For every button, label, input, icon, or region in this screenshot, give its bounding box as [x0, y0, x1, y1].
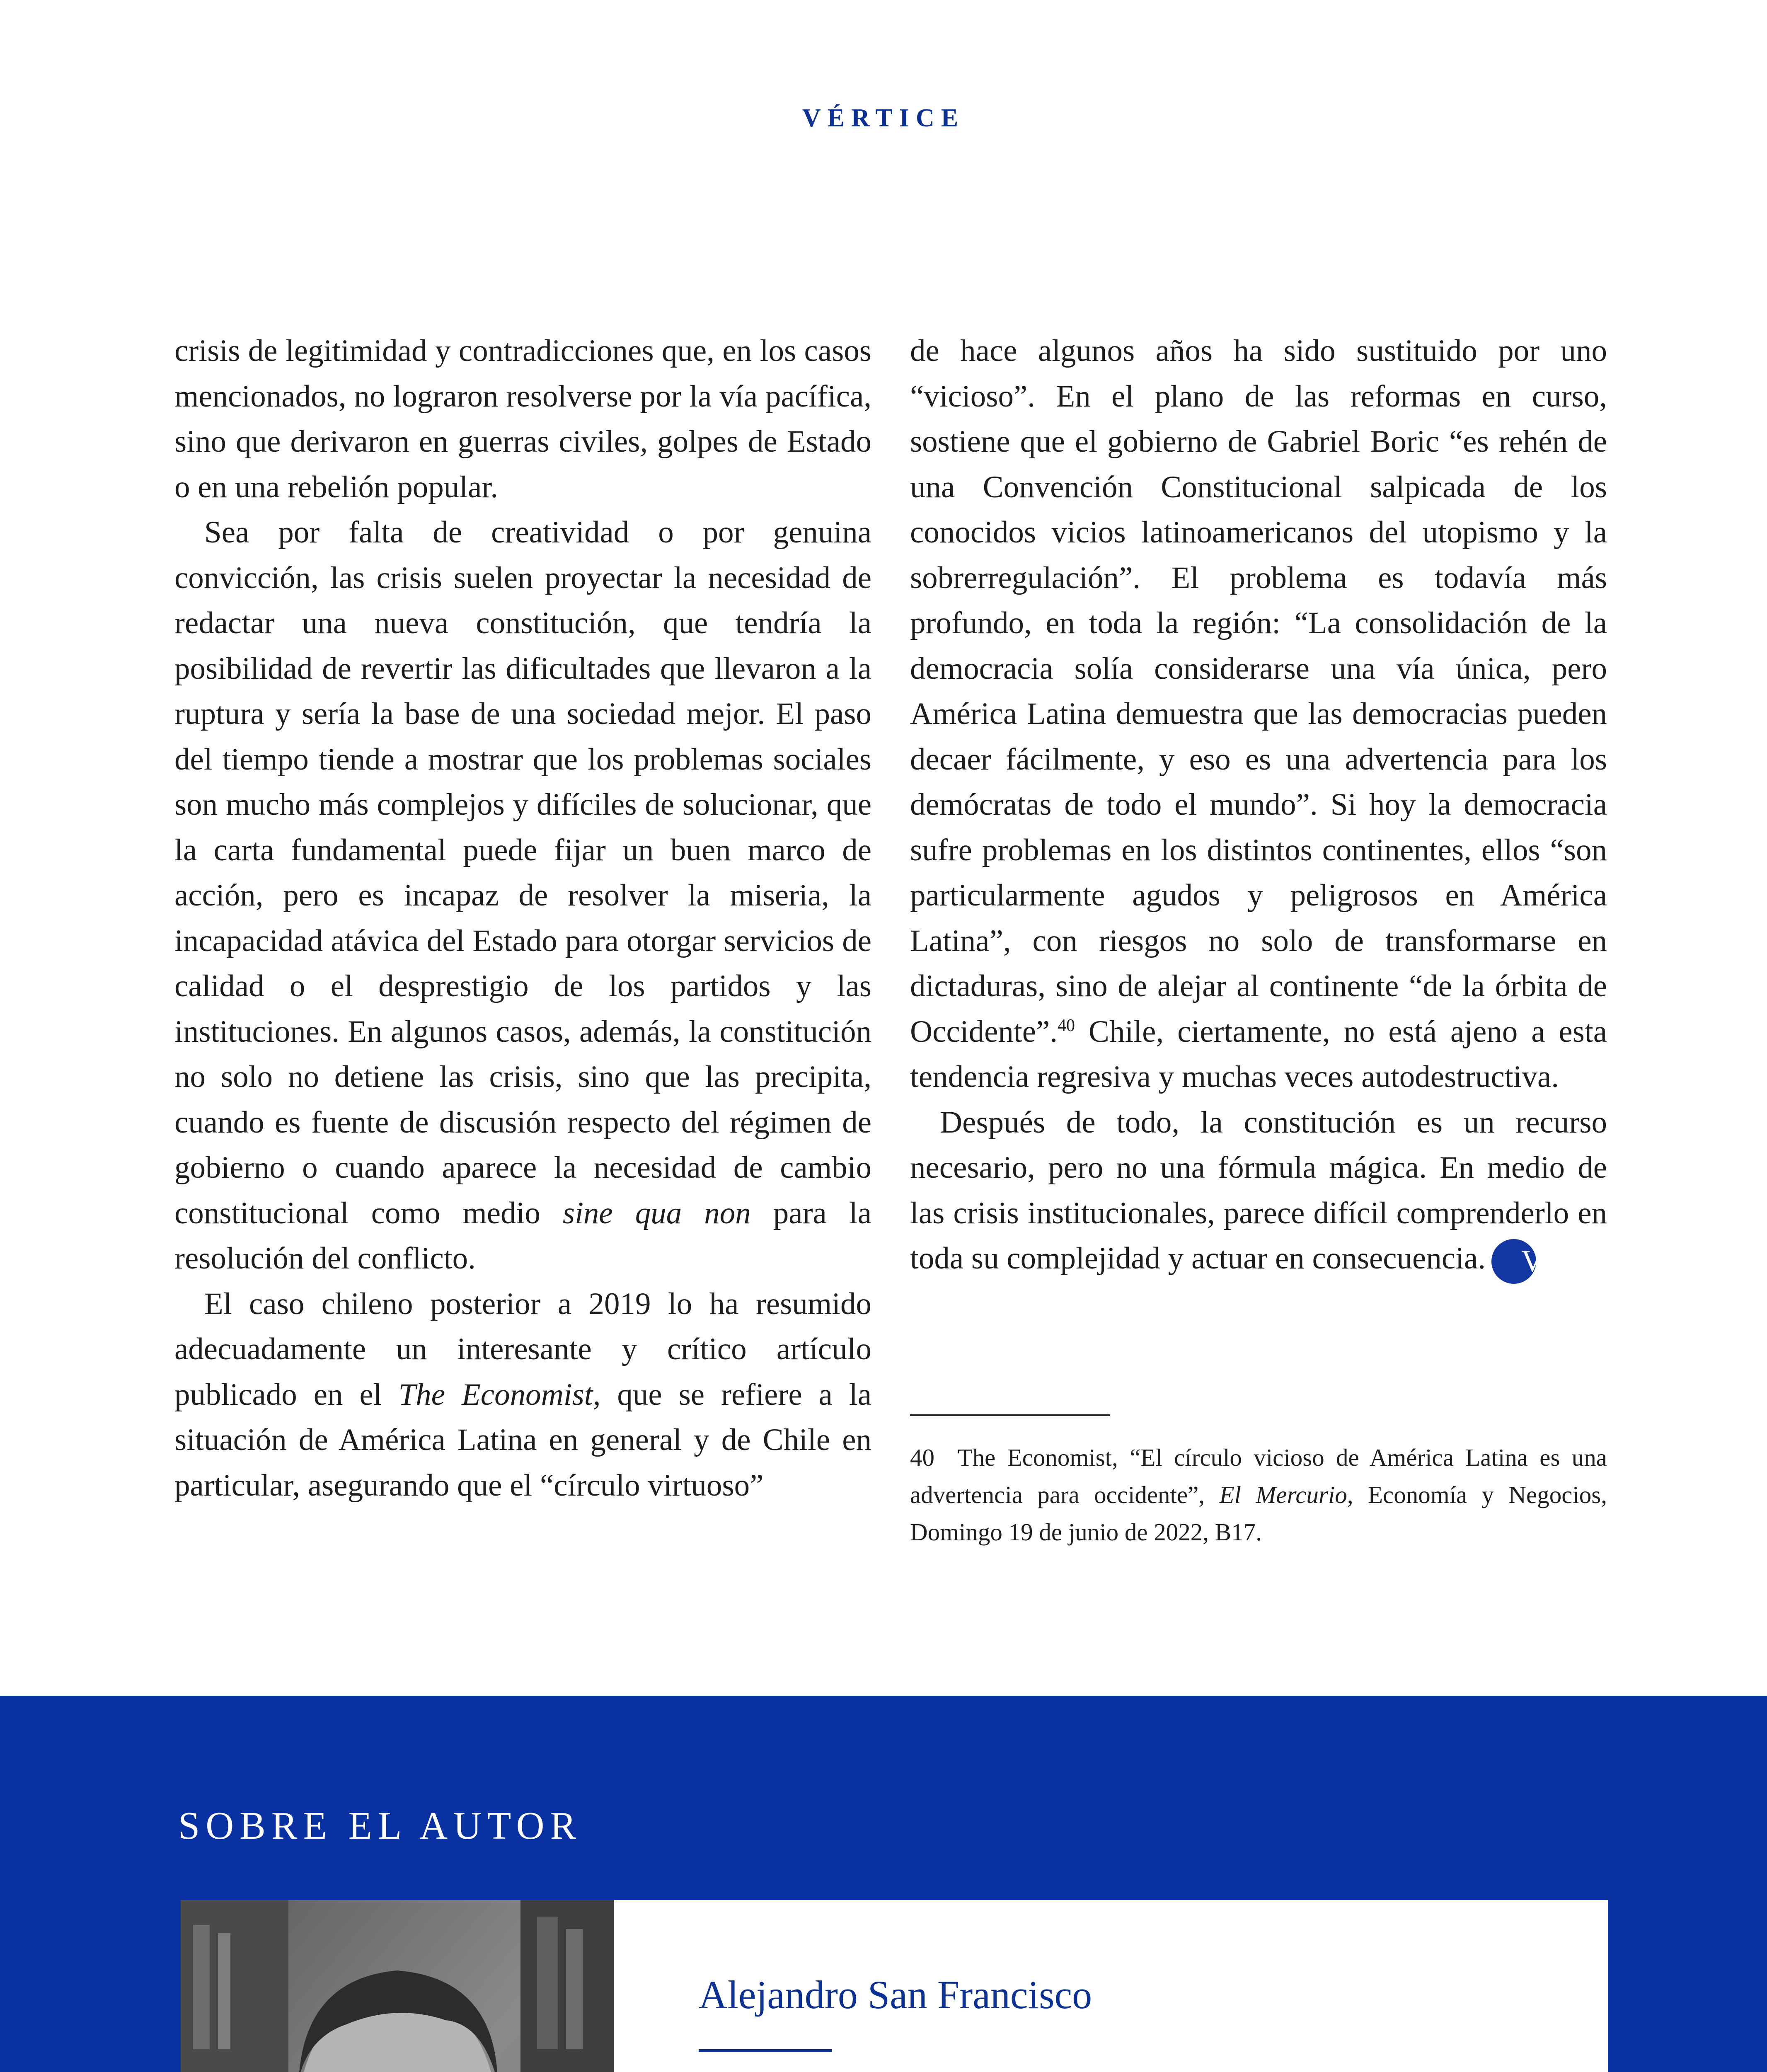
footnote-text: , Economía y Negocios, Domingo 19 de junio de 2022, B17. [910, 1481, 1607, 1546]
paragraph-text: Después de todo, la constitución es un recurso necesario, pero no una fórmula mágica. En medio de las crisis institucionales, parece difícil comprenderlo en toda su complejidad y actuar en consecuencia. [910, 1105, 1607, 1276]
paragraph-text: para la resolución del conflicto. [174, 1196, 871, 1276]
paragraph [174, 1281, 871, 1508]
body-column-right [910, 328, 1607, 1580]
paragraph [910, 328, 1607, 1100]
footnote [910, 1439, 1607, 1551]
paragraph: crisis de legitimidad y contradicciones que, en los casos mencionados, no lograron resolverse por la vía pacífica, sino que derivaron en guerras civiles, golpes de Estado o en una rebelión popular. [174, 334, 871, 504]
paragraph-text: de hace algunos años ha sido sustituido por uno “vicioso”. En el plano de las reformas en curso, sostiene que el gobierno de Gabriel Boric “es rehén de una Convención Constitucional salpicada de los conocidos vicios latinoamericanos del utopismo y la sobrerregulación”. El problema es todavía más profundo, en toda la región: “La consolidación de la democracia solía considerarse una vía única, pero América Latina demuestra que las democracias pueden decaer fácilmente, y eso es una advertencia para los demócratas de todo el mundo”. Si hoy la democracia sufre problemas en los distintos continentes, ellos “son particularmente agudos y peligrosos en América Latina”, con riesgos no solo de transformarse en dictaduras, sino de alejar al continente “de la órbita de Occidente”. [910, 334, 1607, 1049]
paragraph-text: El caso chileno posterior a 2019 lo ha resumido adecuadamente un interesante y crítico artículo publicado en el [174, 1286, 871, 1412]
author-section-title: SOBRE EL AUTOR [178, 1804, 582, 1847]
footnote-divider [910, 1414, 1110, 1416]
paragraph [910, 1100, 1607, 1284]
paragraph [174, 510, 871, 1281]
footnote-text: The Economist, “El círculo vicioso de América Latina es una advertencia para occidente”, [910, 1444, 1607, 1508]
paragraph-text: Chile, ciertamente, no está ajeno a esta tendencia regresiva y muchas veces autodestructiva. [910, 1014, 1607, 1094]
end-of-article-icon: V [1491, 1239, 1536, 1284]
author-portrait-icon [181, 1900, 614, 2072]
italic-phrase: sine qua non [562, 1196, 751, 1230]
footnote-italic: El Mercurio [1219, 1481, 1347, 1508]
author-name-underline [699, 2049, 832, 2052]
italic-phrase: The Economist, [398, 1377, 601, 1412]
author-photo [181, 1900, 614, 2072]
magazine-title: VÉRTICE [802, 104, 965, 132]
author-name: Alejandro San Francisco [699, 1973, 1092, 2017]
paragraph-text: que se refiere a la situación de América Latina en general y de Chile en particular, asegurando que el “círculo virtuoso” [174, 1377, 872, 1503]
body-column-left [174, 328, 871, 1580]
paragraph-text: Sea por falta de creatividad o por genuina convicción, las crisis suelen proyectar la necesidad de redactar una nueva constitución, que tendría la posibilidad de revertir las dificultades que llevaron a la ruptura y sería la base de una sociedad mejor. El paso del tiempo tiende a mostrar que los problemas sociales son mucho más complejos y difíciles de solucionar, que la carta fundamental puede fijar un buen marco de acción, pero es incapaz de resolver la miseria, la incapacidad atávica del Estado para otorgar servicios de calidad o el desprestigio de los partidos y las instituciones. En algunos casos, además, la constitución no solo no detiene las crisis, sino que las precipita, cuando es fuente de discusión respecto del régimen de gobierno o cuando aparece la necesidad de cambio constitucional como medio [174, 515, 871, 1230]
footnote-number: 40 [910, 1444, 934, 1471]
footnote-reference[interactable]: 40 [1058, 1016, 1075, 1035]
